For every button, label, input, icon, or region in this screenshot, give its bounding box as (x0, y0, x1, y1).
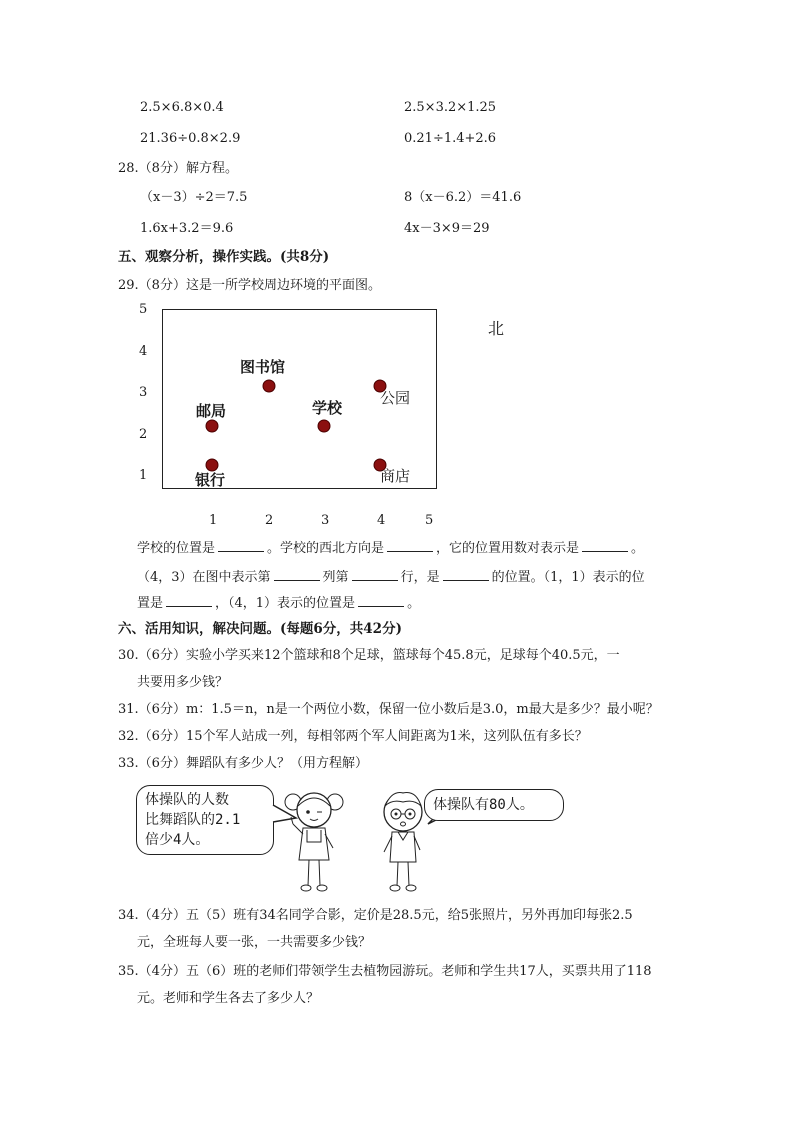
calc-expr-4: 0.21÷1.4+2.6 (404, 131, 497, 146)
section-5-heading: 五、观察分析，操作实践。(共8分) (118, 249, 330, 265)
q29-text: 行，是 (400, 570, 440, 585)
post-office-marker (206, 420, 219, 433)
school-marker (318, 420, 331, 433)
y-tick-3: 3 (139, 385, 148, 400)
q34-line-1: 34.（4分）五（5）班有34名同学合影，定价是28.5元，给5张照片，另外再加印每张2.5 (118, 908, 633, 923)
section-6-heading: 六、活用知识，解决问题。(每题6分，共42分) (118, 621, 402, 637)
q29-line-3 (137, 594, 420, 612)
bank-label: 银行 (195, 471, 226, 489)
y-tick-5: 5 (139, 302, 148, 317)
speech-bubble-right: 体操队有80人。 (424, 789, 564, 821)
park-label: 公园 (380, 389, 411, 407)
q29-title: 29.（8分）这是一所学校周边环境的平面图。 (118, 278, 381, 293)
answer-blank[interactable] (218, 539, 264, 552)
shop-label: 商店 (380, 467, 411, 485)
y-tick-4: 4 (139, 344, 148, 359)
post-office-label: 邮局 (196, 402, 227, 420)
q29-text: 的位置。（1，1）表示的位 (491, 570, 645, 585)
q29-text: 置是 (137, 596, 164, 611)
q30-line-1: 30.（6分）实验小学买来12个篮球和8个足球，篮球每个45.8元，足球每个40.5元，一 (118, 648, 620, 663)
calc-expr-2: 2.5×3.2×1.25 (404, 100, 497, 115)
q29-text: 。 (407, 596, 421, 611)
q35-line-2: 元。老师和学生各去了多少人？ (137, 991, 320, 1006)
x-tick-1: 1 (209, 513, 218, 528)
bubble-line: 体操队的人数 (145, 792, 229, 808)
q31-text: 31.（6分）m：1.5＝n，n是一个两位小数，保留一位小数后是3.0，m最大是多少？最小呢？ (118, 702, 659, 717)
answer-blank[interactable] (352, 568, 398, 581)
q28-equation-2: 8（x－6.2）＝41.6 (404, 190, 522, 205)
x-tick-5: 5 (425, 513, 434, 528)
speech-bubble-left (136, 785, 274, 855)
answer-blank[interactable] (274, 568, 320, 581)
x-tick-3: 3 (321, 513, 330, 528)
q29-text: （4，3）在图中表示第 (137, 570, 271, 585)
answer-blank[interactable] (166, 594, 212, 607)
answer-blank[interactable] (387, 539, 433, 552)
q28-equation-3: 1.6x+3.2＝9.6 (140, 221, 234, 236)
q35-line-1: 35.（4分）五（6）班的老师们带领学生去植物园游玩。老师和学生共17人，买票共用了118 (118, 964, 652, 979)
q30-line-2: 共要用多少钱？ (137, 675, 229, 690)
school-label: 学校 (312, 399, 343, 417)
calc-expr-3: 21.36÷0.8×2.9 (140, 131, 241, 146)
x-tick-4: 4 (377, 513, 386, 528)
y-tick-1: 1 (139, 468, 148, 483)
q29-text: 。 (631, 541, 645, 556)
q32-text: 32.（6分）15个军人站成一列，每相邻两个军人间距离为1米，这列队伍有多长？ (118, 729, 588, 744)
q29-text: ，（4，1）表示的位置是 (215, 596, 356, 611)
q28-equation-4: 4x－3×9＝29 (404, 221, 490, 236)
q29-line-2 (137, 568, 645, 586)
library-marker (263, 380, 276, 393)
north-label: 北 (488, 319, 505, 338)
q29-text: 列第 (322, 570, 349, 585)
calc-expr-1: 2.5×6.8×0.4 (140, 100, 224, 115)
q29-line-1 (137, 539, 644, 557)
y-tick-2: 2 (139, 427, 148, 442)
q28-equation-1: （x－3）÷2＝7.5 (140, 190, 248, 205)
q29-text: 学校的位置是 (137, 541, 216, 556)
library-label: 图书馆 (240, 358, 286, 376)
bank-marker (206, 459, 219, 472)
bubble-line: 比舞蹈队的2.1 (145, 812, 241, 828)
answer-blank[interactable] (443, 568, 489, 581)
q34-line-2: 元，全班每人要一张，一共需要多少钱？ (137, 935, 372, 950)
q33-title: 33.（6分）舞蹈队有多少人？（用方程解） (118, 756, 368, 771)
q29-text: ，它的位置用数对表示是 (436, 541, 580, 556)
answer-blank[interactable] (358, 594, 404, 607)
bubble-line: 倍少4人。 (145, 832, 210, 848)
q28-title: 28.（8分）解方程。 (118, 161, 238, 176)
x-tick-2: 2 (265, 513, 274, 528)
girl-illustration (283, 782, 345, 894)
q29-text: 。学校的西北方向是 (267, 541, 385, 556)
answer-blank[interactable] (582, 539, 628, 552)
